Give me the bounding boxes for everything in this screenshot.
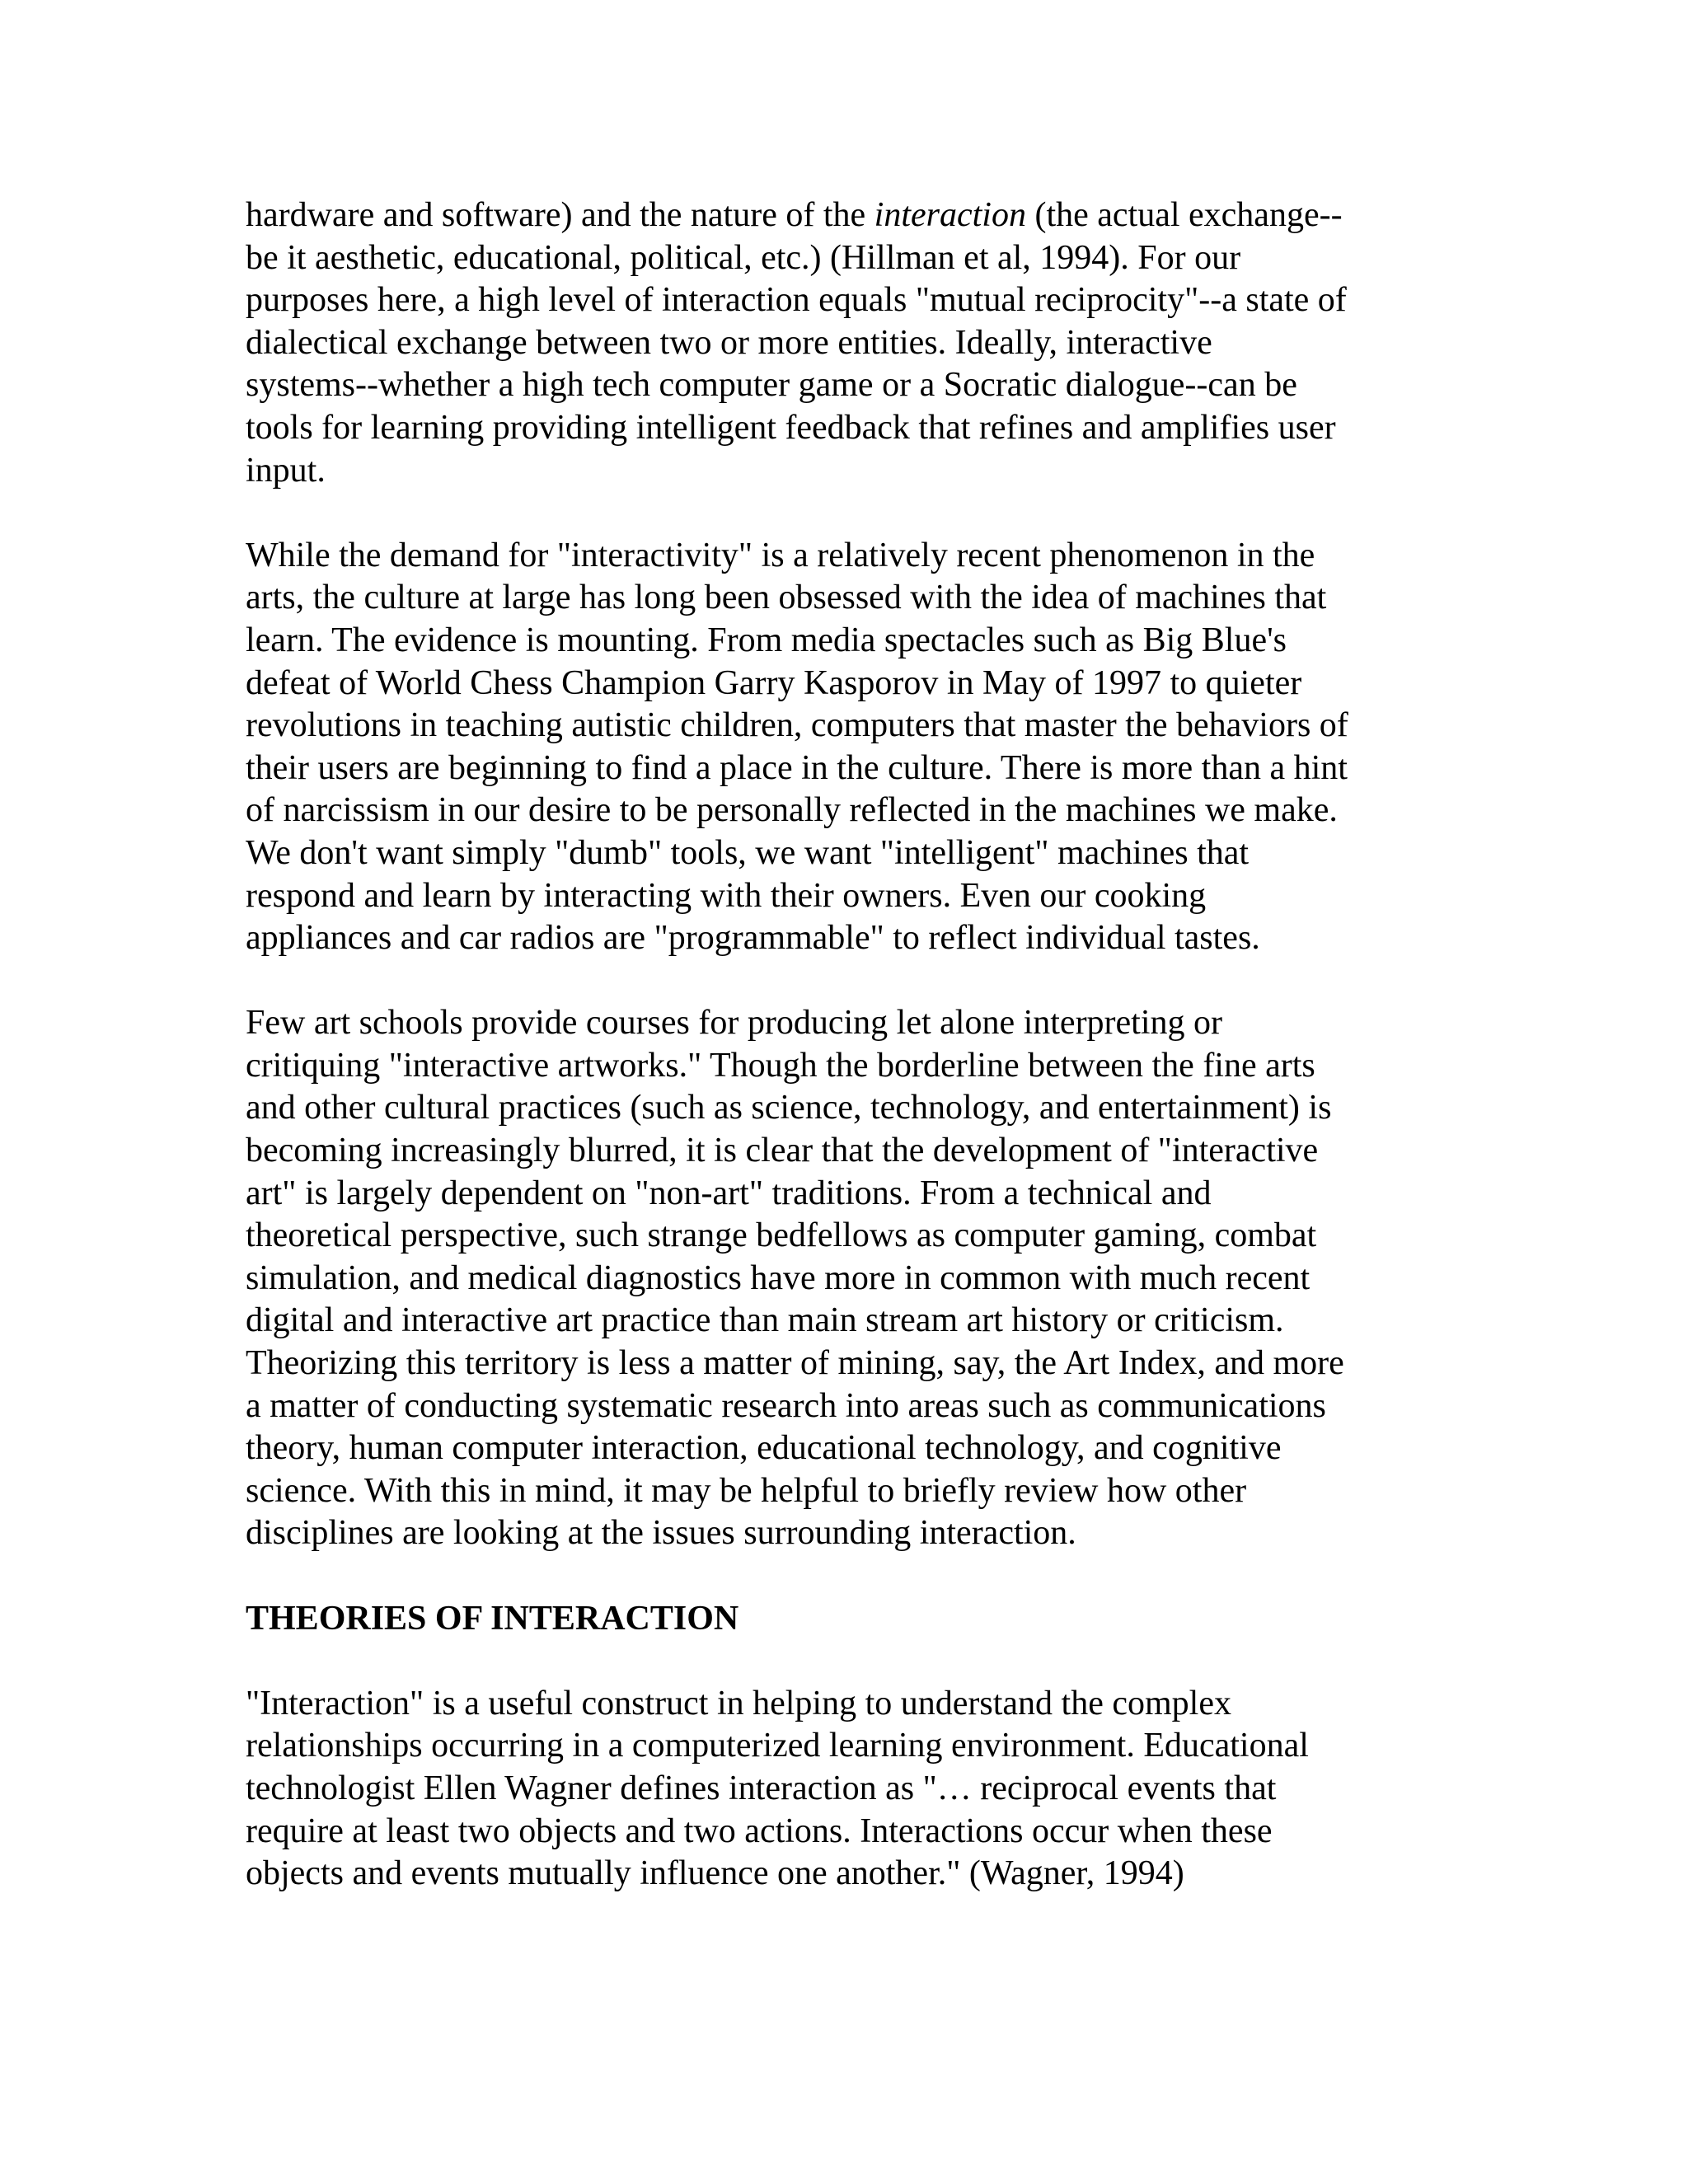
text-line: We don't want simply "dumb" tools, we want "intelligent" machines that (246, 833, 1250, 872)
text-line: purposes here, a high level of interaction equals "mutual reciprocity"--a state of (246, 281, 1347, 320)
text-line: appliances and car radios are "programmable" to reflect individual tastes. (246, 919, 1260, 958)
text-line: theory, human computer interaction, educational technology, and cognitive (246, 1429, 1282, 1468)
text-line: require at least two objects and two actions. Interactions occur when these (246, 1811, 1273, 1850)
paragraph-art-schools (246, 1002, 1449, 1555)
text-line: objects and events mutually influence one another." (Wagner, 1994) (246, 1854, 1184, 1893)
text-line: Few art schools provide courses for producing let alone interpreting or (246, 1004, 1223, 1043)
section-heading: THEORIES OF INTERACTION (246, 1599, 739, 1638)
text-line: their users are beginning to find a place in the culture. There is more than a hint (246, 748, 1348, 787)
text-line: defeat of World Chess Champion Garry Kasporov in May of 1997 to quieter (246, 663, 1302, 702)
text-line: arts, the culture at large has long been obsessed with the idea of machines that (246, 579, 1327, 617)
text-line: digital and interactive art practice than main stream art history or criticism. (246, 1301, 1284, 1340)
text-line: revolutions in teaching autistic children, computers that master the behaviors of (246, 706, 1348, 745)
text-line: respond and learn by interacting with their owners. Even our cooking (246, 876, 1207, 915)
paragraph-machines-that-learn (246, 535, 1449, 960)
text-line: "Interaction" is a useful construct in helping to understand the complex (246, 1684, 1231, 1722)
paragraph-interaction-definition (246, 194, 1449, 492)
text-line: relationships occurring in a computerized learning environment. Educational (246, 1727, 1309, 1765)
text-column (246, 194, 1449, 1938)
italic-term: interaction (874, 196, 1026, 234)
paragraph-interaction-construct (246, 1683, 1449, 1896)
text-span: hardware and software) and the nature of the (246, 196, 874, 234)
text-line: and other cultural practices (such as science, technology, and entertainment) is (246, 1089, 1332, 1127)
text-line: simulation, and medical diagnostics have more in common with much recent (246, 1258, 1311, 1297)
text-line: technologist Ellen Wagner defines interaction as "… reciprocal events that (246, 1769, 1277, 1807)
text-line: of narcissism in our desire to be personally reflected in the machines we make. (246, 791, 1338, 830)
text-line: tools for learning providing intelligent feedback that refines and amplifies user (246, 408, 1336, 447)
text-line: art" is largely dependent on "non-art" traditions. From a technical and (246, 1174, 1212, 1212)
text-line: dialectical exchange between two or more entities. Ideally, interactive (246, 323, 1212, 362)
text-line: Theorizing this territory is less a matter of mining, say, the Art Index, and more (246, 1344, 1344, 1383)
text-line: critiquing "interactive artworks." Though the borderline between the fine arts (246, 1046, 1315, 1085)
text-line: theoretical perspective, such strange bedfellows as computer gaming, combat (246, 1216, 1317, 1255)
text-span: (the actual exchange-- (1025, 196, 1343, 234)
text-line: a matter of conducting systematic research into areas such as communications (246, 1386, 1326, 1425)
text-line: While the demand for "interactivity" is a relatively recent phenomenon in the (246, 536, 1315, 574)
text-line (246, 194, 1449, 237)
text-line: systems--whether a high tech computer game or a Socratic dialogue--can be (246, 366, 1297, 405)
text-line: science. With this in mind, it may be helpful to briefly review how other (246, 1471, 1247, 1510)
text-line: becoming increasingly blurred, it is clear that the development of "interactive (246, 1132, 1319, 1170)
text-line: be it aesthetic, educational, political, etc.) (Hillman et al, 1994). For our (246, 238, 1241, 277)
text-line: disciplines are looking at the issues surrounding interaction. (246, 1514, 1076, 1553)
text-line: learn. The evidence is mounting. From media spectacles such as Big Blue's (246, 621, 1287, 659)
text-line: input. (246, 451, 326, 490)
